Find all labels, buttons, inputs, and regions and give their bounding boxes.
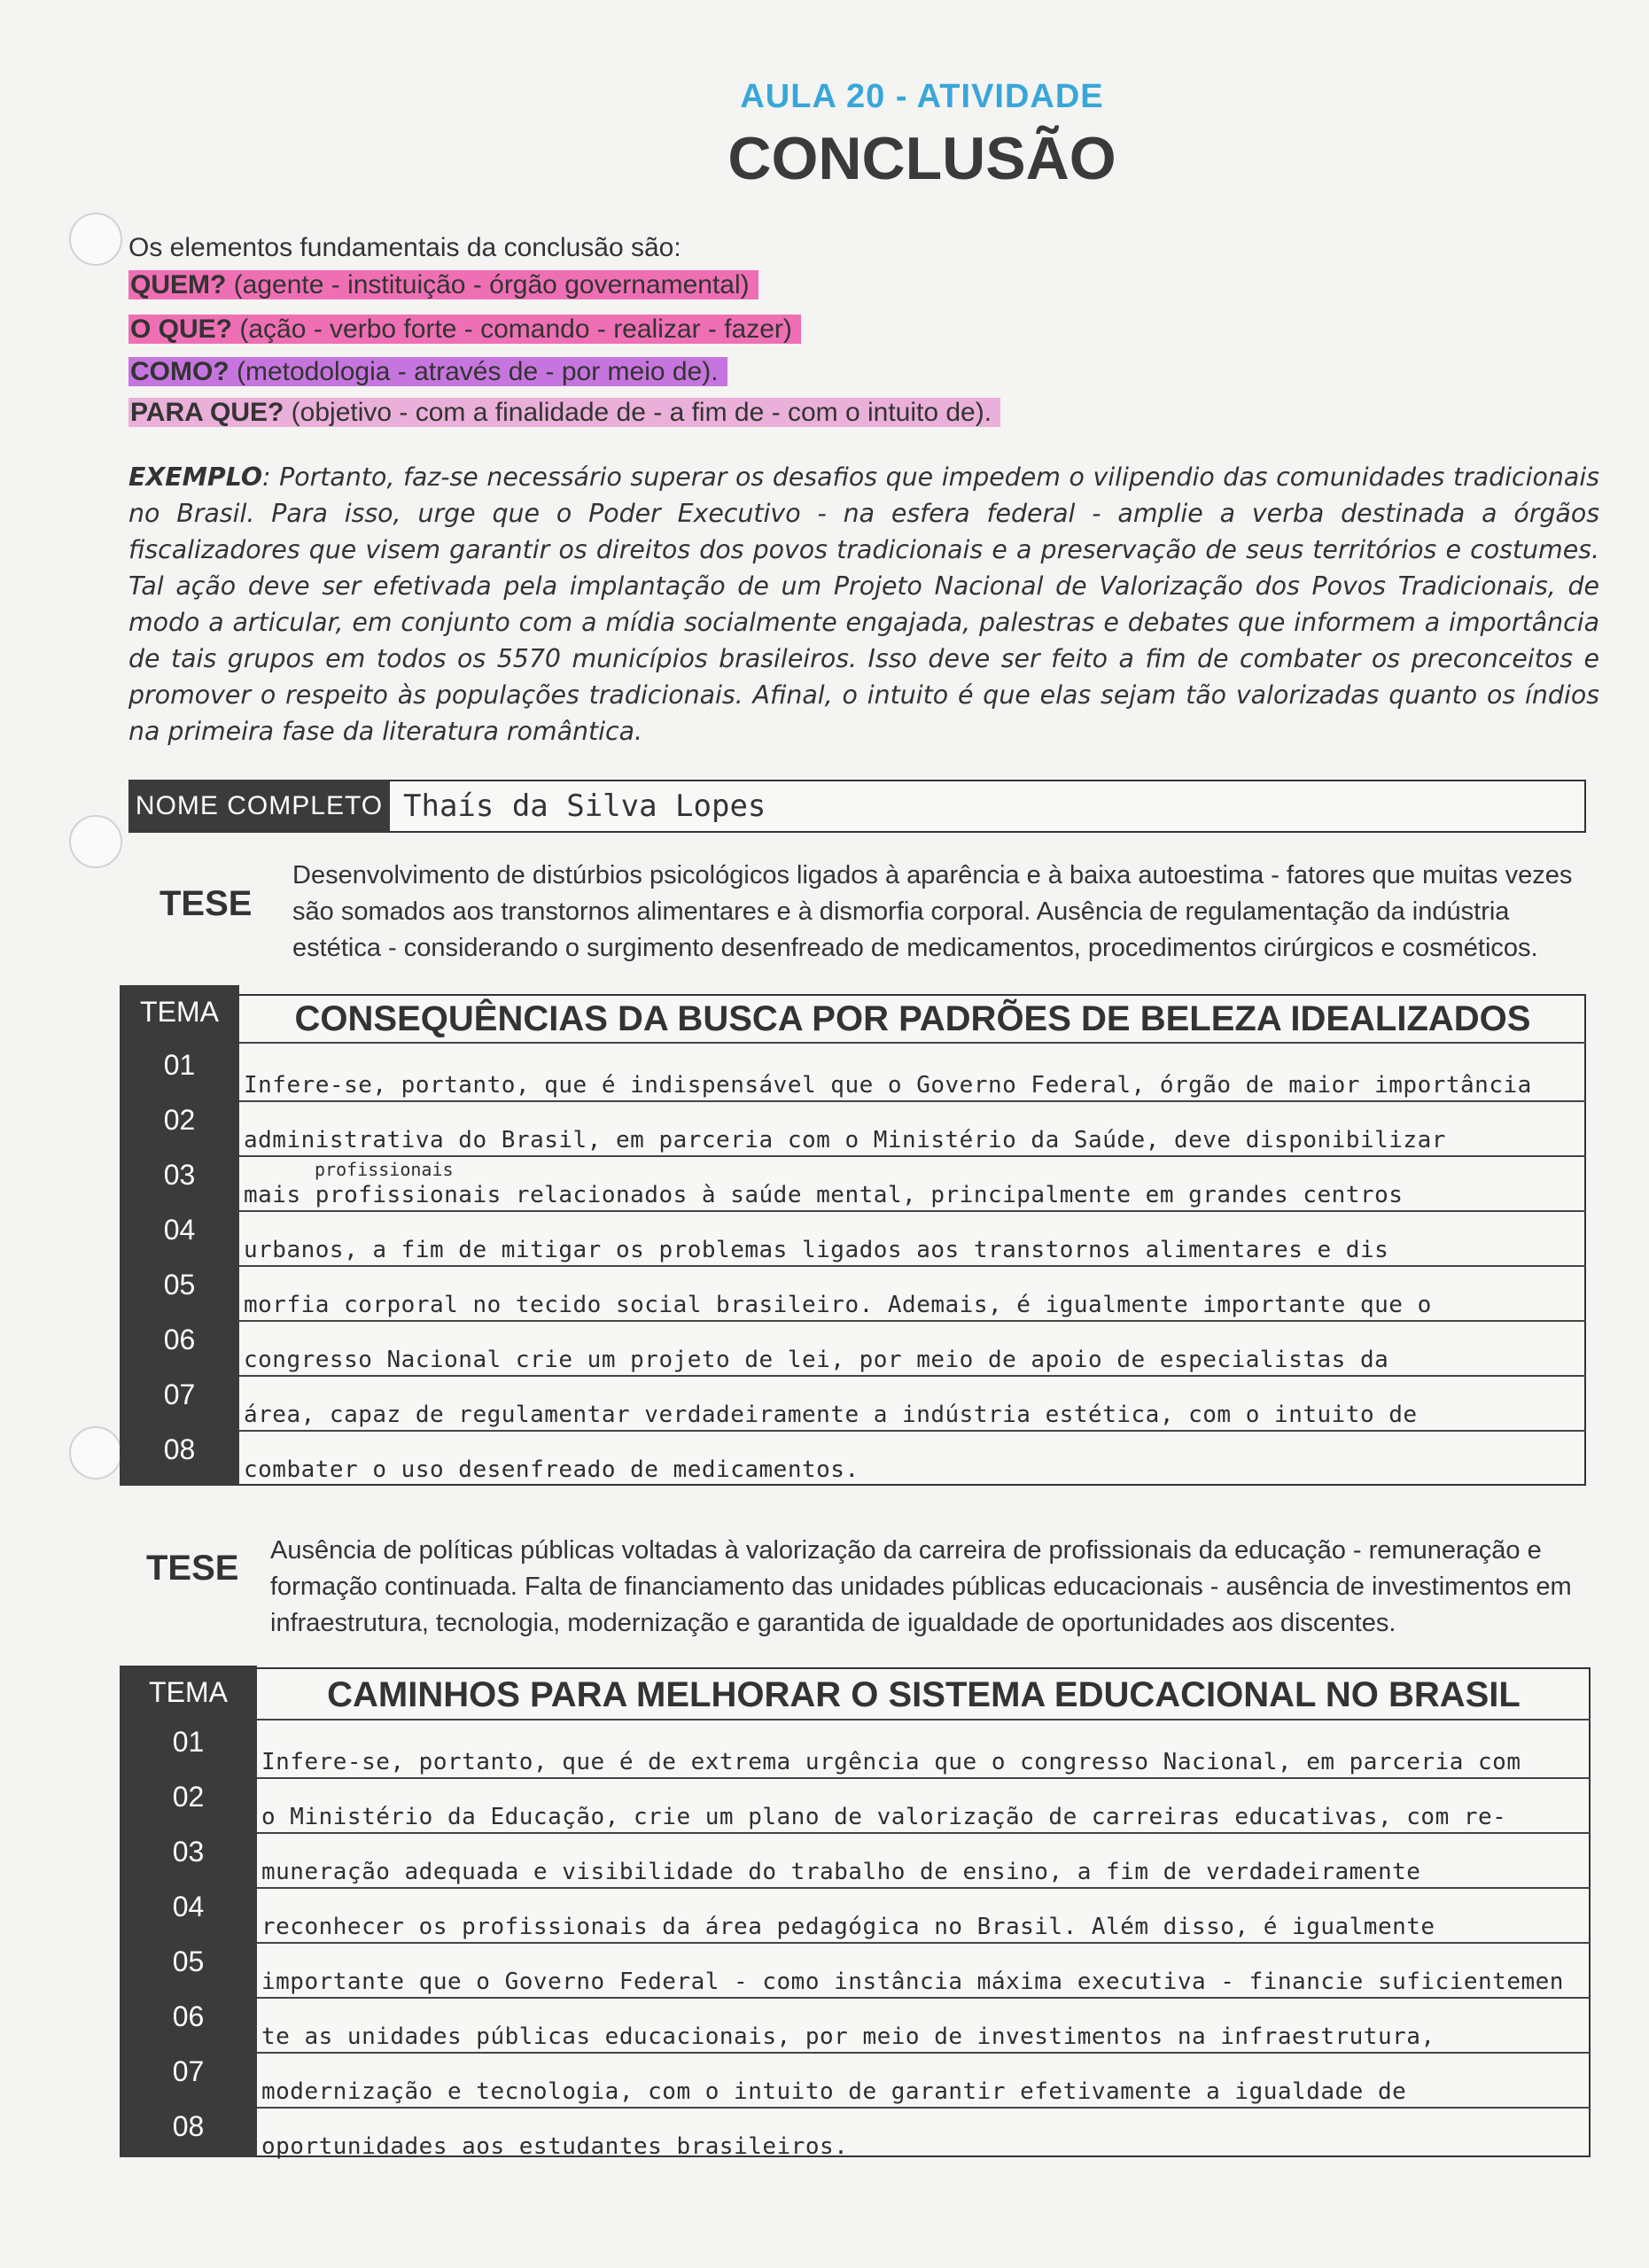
handwritten-line: modernização e tecnologia, com o intuito de garantir efetivamente a igualdade de: [261, 2078, 1407, 2105]
theme-title: CAMINHOS PARA MELHORAR O SISTEMA EDUCACIONAL NO BRASIL: [327, 1675, 1521, 1714]
handwritten-line: oportunidades aos estudantes brasileiros.: [261, 2133, 849, 2160]
line-number: 07: [172, 2055, 205, 2087]
element-text: (metodologia - através de - por meio de).: [229, 357, 719, 386]
name-field-label: NOME COMPLETO: [128, 780, 390, 833]
elements-intro: Os elementos fundamentais da conclusão são:: [128, 233, 681, 262]
line-number: 06: [163, 1324, 196, 1355]
handwritten-line: congresso Nacional crie um projeto de lei, por meio de apoio de especialistas da: [244, 1347, 1389, 1373]
line-number: 03: [163, 1159, 196, 1191]
tese-text: Desenvolvimento de distúrbios psicológicos ligados à aparência e à baixa autoestima - fatores que muitas vezes são somados aos transtornos alimentares e à dismorfia corporal. Ausência de regulamentação da indústria estética - considerando o surgimento desenfreado de medicamentos, procedimentos cirúrgicos e cosméticos.: [292, 861, 1573, 962]
line-number: 05: [163, 1269, 196, 1301]
element-key: QUEM?: [130, 270, 227, 299]
element-o-que: [128, 312, 801, 347]
handwritten-line: Infere-se, portanto, que é de extrema urgência que o congresso Nacional, em parceria com: [261, 1749, 1521, 1775]
element-como: [128, 354, 727, 390]
line-number: 06: [172, 2000, 205, 2032]
name-field-value[interactable]: Thaís da Silva Lopes: [403, 788, 766, 824]
handwritten-line: urbanos, a fim de mitigar os problemas ligados aos transtornos alimentares e dis: [244, 1237, 1389, 1263]
essay-sheet-1: [120, 985, 1586, 1486]
handwritten-line: importante que o Governo Federal - como instância máxima executiva - financie suficientemen: [261, 1969, 1564, 1995]
handwritten-line: reconhecer os profissionais da área pedagógica no Brasil. Além disso, é igualmente: [261, 1914, 1435, 1940]
example-label: EXEMPLO: [128, 462, 262, 492]
handwritten-line: morfia corporal no tecido social brasileiro. Ademais, é igualmente importante que o: [244, 1292, 1432, 1318]
lesson-label: AULA 20 - ATIVIDADE: [740, 78, 1104, 115]
essay-sheet-2: [120, 1666, 1591, 2160]
line-number: 08: [163, 1433, 196, 1465]
handwritten-line: administrativa do Brasil, em parceria com o Ministério da Saúde, deve disponibilizar: [244, 1127, 1446, 1153]
element-key: COMO?: [130, 357, 229, 386]
line-number: 04: [172, 1891, 205, 1922]
line-number: 01: [163, 1049, 196, 1081]
example-paragraph: [128, 459, 1599, 750]
element-key: PARA QUE?: [130, 398, 284, 427]
handwritten-line: mais profissionais relacionados à saúde mental, principalmente em grandes centros: [244, 1182, 1404, 1208]
tese-text: Ausência de políticas públicas voltadas à valorização da carreira de profissionais da educação - remuneração e formação continuada. Falta de financiamento das unidades públicas educacionais - ausência de investimentos em infraestrutura, tecnologia, modernização e garantida de igualdade de oportunidades aos discentes.: [270, 1536, 1572, 1637]
punch-hole-top: [69, 213, 122, 266]
page-title: CONCLUSÃO: [727, 125, 1116, 192]
line-number: 04: [163, 1214, 196, 1246]
handwritten-line: Infere-se, portanto, que é indispensável que o Governo Federal, órgão de maior importância: [244, 1072, 1532, 1099]
line-number: 02: [163, 1104, 196, 1136]
handwritten-line: muneração adequada e visibilidade do trabalho de ensino, a fim de verdadeiramente: [261, 1859, 1421, 1885]
tema-label: TEMA: [120, 1666, 257, 1719]
handwritten-line: te as unidades públicas educacionais, por meio de investimentos na infraestrutura,: [261, 2023, 1435, 2050]
element-para-que: [128, 395, 1000, 431]
tese-label: TESE: [159, 884, 253, 923]
line-number: 05: [172, 1946, 205, 1977]
handwritten-line: o Ministério da Educação, crie um plano de valorização de carreiras educativas, com re-: [261, 1804, 1507, 1830]
punch-hole-middle: [69, 815, 122, 868]
element-key: O QUE?: [130, 315, 233, 344]
theme-title: CONSEQUÊNCIAS DA BUSCA POR PADRÕES DE BELEZA IDEALIZADOS: [294, 999, 1531, 1038]
punch-hole-lower: [69, 1426, 122, 1480]
line-number: 08: [172, 2110, 205, 2142]
handwritten-line: área, capaz de regulamentar verdadeiramente a indústria estética, com o intuito de: [244, 1402, 1418, 1428]
line-number: 03: [172, 1836, 205, 1868]
line-number: 01: [172, 1726, 205, 1758]
element-text: (ação - verbo forte - comando - realizar - fazer): [232, 315, 792, 344]
line-number: 02: [172, 1781, 205, 1813]
element-quem: [128, 268, 758, 303]
line-number: 07: [163, 1379, 196, 1410]
tese-label: TESE: [146, 1549, 239, 1588]
example-text: : Portanto, faz-se necessário superar os desafios que impedem o vilipendio das comunidades tradicionais no Brasil. Para isso, urge que o Poder Executivo - na esfera federal - amplie a verba destinada a órgãos fiscalizadores que visem garantir os direitos dos povos tradicionais e a preservação de seus territórios e costumes. Tal ação deve ser efetivada pela implantação de um Projeto Nacional de Valorização dos Povos Tradicionais, de modo a articular, em conjunto com a mídia socialmente engajada, palestras e debates que informem a importância de tais grupos em todos os 5570 municípios brasileiros. Isso deve ser feito a fim de combater os preconceitos e promover o respeito às populações tradicionais. Afinal, o intuito é que elas sejam tão valorizadas quanto os índios na primeira fase da literatura romântica.: [128, 462, 1599, 746]
handwritten-line: combater o uso desenfreado de medicamentos.: [244, 1456, 860, 1483]
tema-label: TEMA: [120, 985, 239, 1038]
handwritten-insertion: profissionais: [315, 1159, 454, 1180]
element-text: (agente - instituição - órgão governamental): [226, 270, 750, 299]
element-text: (objetivo - com a finalidade de - a fim de - com o intuito de).: [284, 398, 992, 427]
